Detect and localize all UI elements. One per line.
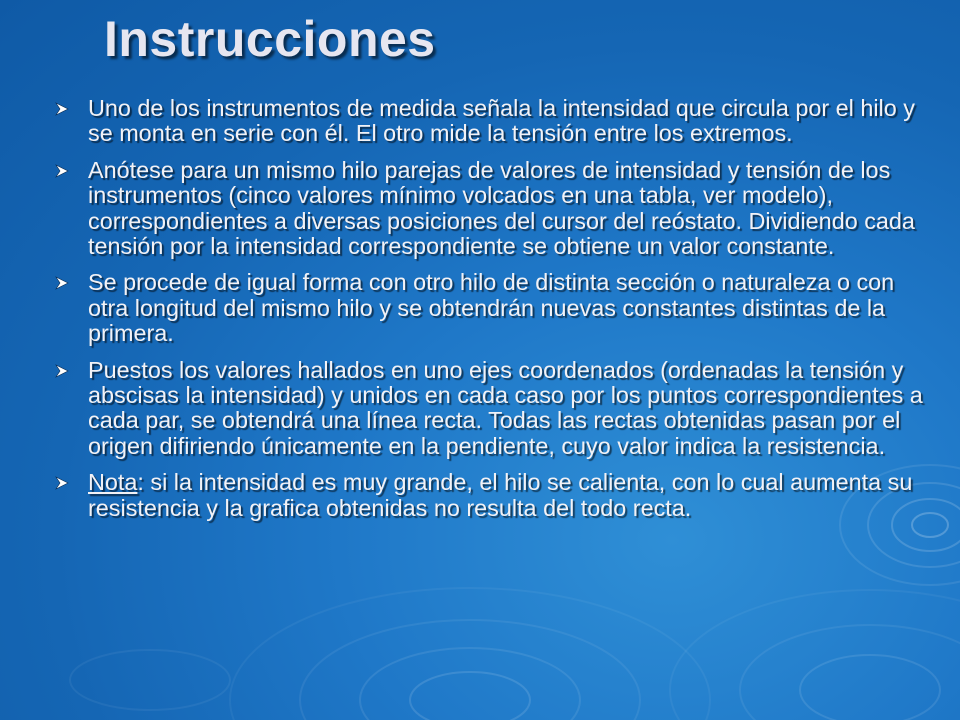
list-item: [50, 270, 926, 346]
note-item: [50, 470, 926, 521]
note-label: Nota: [88, 469, 138, 496]
list-item-text: Se procede de igual forma con otro hilo de distinta sección o naturaleza o con otra longitud del mismo hilo y se obtendrán nuevas constantes distintas de la primera.: [88, 269, 895, 347]
arrow-bullet-icon: [55, 164, 69, 178]
list-item: [50, 96, 926, 147]
arrow-bullet-icon: [55, 476, 69, 490]
instruction-list: [50, 96, 926, 532]
arrow-bullet-icon: [55, 102, 69, 116]
list-item: [50, 158, 926, 260]
slide-title: Instrucciones: [104, 11, 436, 67]
arrow-bullet-icon: [55, 364, 69, 378]
list-item-text: Puestos los valores hallados en uno ejes coordenados (ordenadas la tensión y abscisas la intensidad) y unidos en cada caso por los puntos correspondientes a cada par, se obtendrá una línea recta. Todas las rectas obtenidas pasan por el origen difiriendo únicamente en la pendiente, cuyo valor indica la resistencia.: [88, 356, 923, 459]
note-text: : si la intensidad es muy grande, el hilo se calienta, con lo cual aumenta su resistencia y la grafica obtenidas no resulta del todo recta.: [88, 469, 913, 521]
list-item: [50, 358, 926, 460]
list-item-text: Anótese para un mismo hilo parejas de valores de intensidad y tensión de los instrumentos (cinco valores mínimo volcados en una tabla, ver modelo), correspondientes a diversas posiciones del cursor del reóstato. Dividiendo cada tensión por la intensidad correspondiente se obtiene un valor constante.: [88, 156, 915, 260]
arrow-bullet-icon: [55, 276, 69, 290]
list-item-text: Uno de los instrumentos de medida señala la intensidad que circula por el hilo y se monta en serie con él. El otro mide la tensión entre los extremos.: [88, 95, 915, 147]
